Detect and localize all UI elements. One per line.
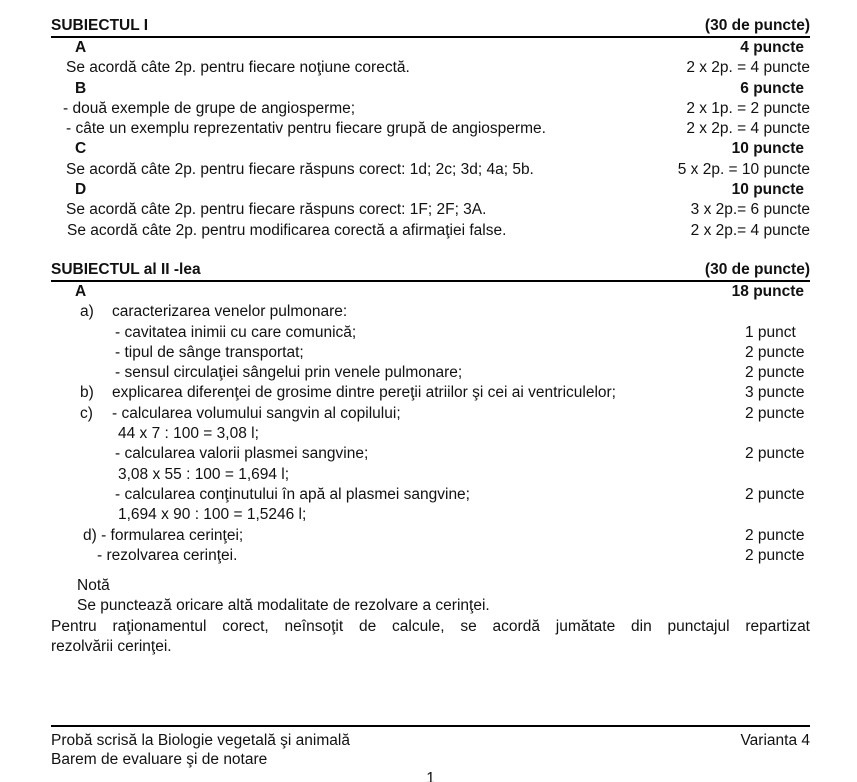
table-row xyxy=(51,160,810,180)
item-label: A xyxy=(75,39,87,56)
section1-title: SUBIECTUL I xyxy=(51,17,149,34)
table-row xyxy=(51,58,810,78)
item-points: 1 punct xyxy=(745,323,796,341)
footer-row-barem xyxy=(51,750,810,769)
item-points xyxy=(745,302,810,322)
item-text: - calcularea conţinutului în apă al plasmei sangvine; xyxy=(115,485,470,503)
note-block xyxy=(51,576,810,657)
item-label: D xyxy=(75,181,87,199)
formula-text: 1,694 x 90 : 100 = 1,5246 l; xyxy=(118,506,307,524)
table-row xyxy=(51,465,810,485)
item-points: 2 puncte xyxy=(745,526,805,544)
item-points: 3 x 2p.= 6 puncte xyxy=(690,201,810,219)
note-title: Notă xyxy=(77,577,110,595)
exam-name: Probă scrisă la Biologie vegetală şi animală xyxy=(51,732,350,749)
table-row xyxy=(51,404,810,424)
item-text: - sensul circulaţiei sângelui prin venele pulmonare; xyxy=(115,364,463,382)
formula-text: 44 x 7 : 100 = 3,08 l; xyxy=(118,425,259,443)
item-text: Se acordă câte 2p. pentru modificarea corectă a afirmaţiei false. xyxy=(67,221,507,239)
item-text: Se acordă câte 2p. pentru fiecare răspuns corect: 1F; 2F; 3A. xyxy=(66,201,487,219)
item-points xyxy=(745,505,810,525)
table-row xyxy=(51,139,810,159)
item-points: 18 puncte xyxy=(731,282,804,300)
item-points xyxy=(745,465,810,485)
item-points: 10 puncte xyxy=(731,140,804,158)
item-text: Se acordă câte 2p. pentru fiecare noţiune corectă. xyxy=(66,59,410,77)
item-text: d) - formularea cerinţei; xyxy=(83,526,244,544)
table-row xyxy=(51,444,810,464)
table-row xyxy=(51,38,810,58)
table-row xyxy=(51,505,810,525)
item-points: 2 puncte xyxy=(745,546,805,564)
item-points: 2 puncte xyxy=(745,485,805,503)
item-points: 10 puncte xyxy=(731,181,804,199)
table-row xyxy=(51,526,810,546)
item-text: - două exemple de grupe de angiosperme; xyxy=(63,99,356,117)
table-row xyxy=(51,79,810,99)
section2-points: (30 de puncte) xyxy=(704,260,810,278)
page-number: 1 xyxy=(426,770,435,782)
table-row xyxy=(51,180,810,200)
item-points: 6 puncte xyxy=(740,79,804,97)
section2-title: SUBIECTUL al II -lea xyxy=(51,260,201,278)
table-row xyxy=(51,282,810,302)
item-text: - cavitatea inimii cu care comunică; xyxy=(115,323,357,341)
item-marker: a) xyxy=(80,303,94,321)
item-text: caracterizarea venelor pulmonare: xyxy=(112,303,348,321)
table-row xyxy=(51,546,810,566)
note-paragraph-line2: rezolvării cerinţei. xyxy=(51,638,172,656)
item-points: 2 puncte xyxy=(745,364,805,382)
footer-row-exam xyxy=(51,731,810,750)
item-points: 2 puncte xyxy=(745,343,805,361)
table-row xyxy=(51,200,810,220)
table-row xyxy=(51,119,810,139)
item-label: A xyxy=(75,282,87,300)
section1-header xyxy=(51,16,810,38)
item-points: 2 x 1p. = 2 puncte xyxy=(686,99,810,117)
formula-text: 3,08 x 55 : 100 = 1,694 l; xyxy=(118,465,290,483)
item-text: explicarea diferenţei de grosime dintre pereţii atriilor şi cei ai ventriculelor; xyxy=(112,384,616,402)
item-text: - calcularea valorii plasmei sangvine; xyxy=(115,445,369,463)
item-text: - câte un exemplu reprezentativ pentru fiecare grupă de angiosperme. xyxy=(66,120,546,138)
variant-label: Varianta 4 xyxy=(740,732,810,749)
section2-header xyxy=(51,260,810,282)
item-text: - rezolvarea cerinţei. xyxy=(97,546,238,564)
barem-label: Barem de evaluare şi de notare xyxy=(51,751,268,768)
item-points: 2 x 2p. = 4 puncte xyxy=(686,59,810,77)
note-line: Se punctează oricare altă modalitate de rezolvare a cerinţei. xyxy=(77,597,490,615)
item-text: - tipul de sânge transportat; xyxy=(115,343,304,361)
table-row xyxy=(51,485,810,505)
note-paragraph-line1: Pentru raţionamentul corect, neînsoţit de calcule, se acordă jumătate din punctajul repartizat xyxy=(51,617,810,635)
item-points: 3 puncte xyxy=(745,384,805,402)
item-text: Se acordă câte 2p. pentru fiecare răspuns corect: 1d; 2c; 3d; 4a; 5b. xyxy=(66,160,534,178)
item-points: 2 x 2p.= 4 puncte xyxy=(690,221,810,239)
item-points: 2 x 2p. = 4 puncte xyxy=(686,120,810,138)
page-footer xyxy=(51,725,810,782)
table-row xyxy=(51,323,810,343)
item-points: 4 puncte xyxy=(740,39,804,56)
item-points: 5 x 2p. = 10 puncte xyxy=(677,160,810,178)
table-row xyxy=(51,221,810,241)
section1-points: (30 de puncte) xyxy=(704,17,810,34)
table-row xyxy=(51,363,810,383)
item-marker: c) xyxy=(80,404,93,422)
table-row xyxy=(51,424,810,444)
item-label: C xyxy=(75,140,87,158)
item-marker: b) xyxy=(80,384,94,402)
item-text: - calcularea volumului sangvin al copilului; xyxy=(112,404,401,422)
item-label: B xyxy=(75,79,87,97)
table-row xyxy=(51,99,810,119)
item-points: 2 puncte xyxy=(745,404,805,422)
item-points: 2 puncte xyxy=(745,445,805,463)
table-row xyxy=(51,343,810,363)
item-points xyxy=(745,424,810,444)
page-content xyxy=(51,16,810,657)
table-row xyxy=(51,302,810,322)
table-row xyxy=(51,383,810,403)
